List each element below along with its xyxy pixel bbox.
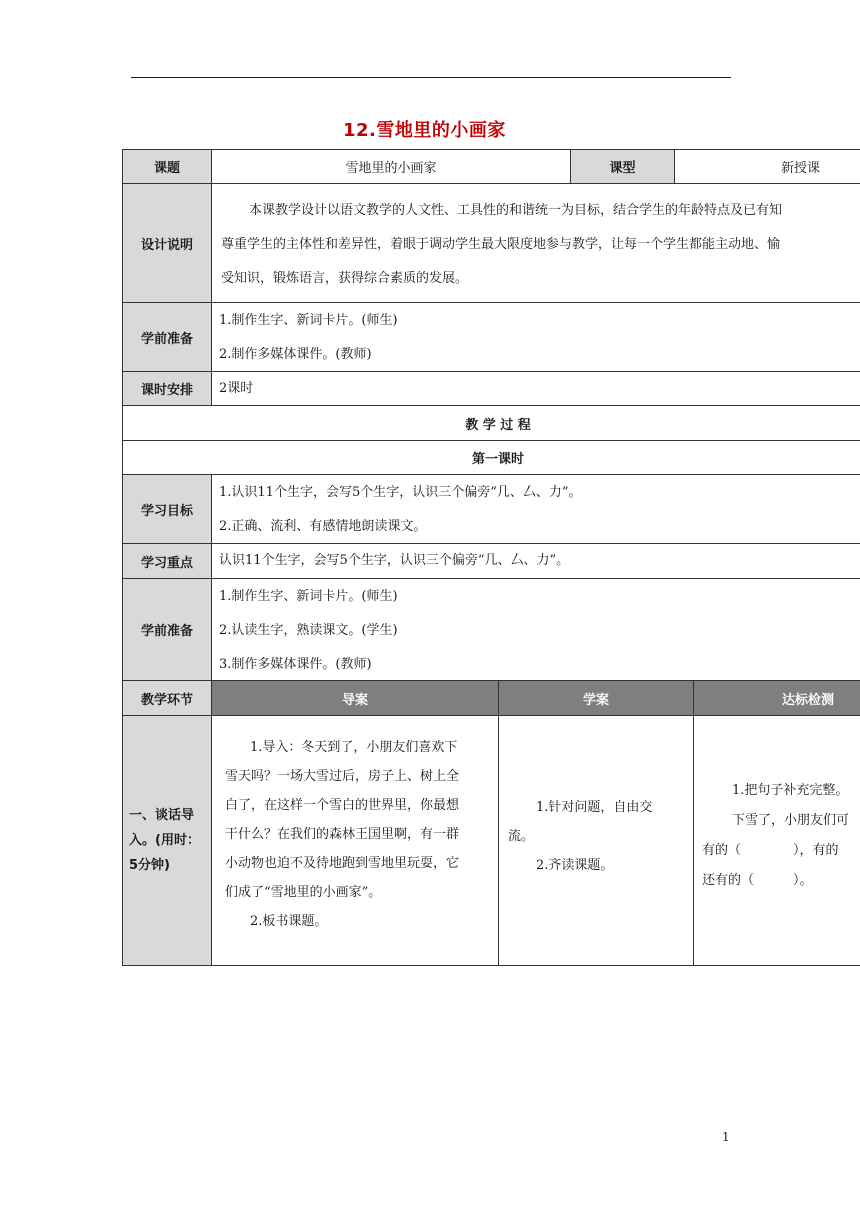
header-rule — [131, 77, 731, 78]
list-item: 2.制作多媒体课件。(教师) — [219, 347, 372, 362]
design-line: 受知识，锻炼语言，获得综合素质的发展。 — [221, 271, 469, 286]
stage1-label-line: 5分钟) — [129, 858, 170, 873]
stage1-label-line: 一、谈话导 — [129, 808, 195, 823]
check-line: 1.把句子补充完整。 — [732, 783, 849, 798]
check-line: 下雪了，小朋友们可 — [732, 813, 850, 828]
study-column-header: 学案 — [498, 680, 694, 716]
schedule-value: 2课时 — [211, 371, 860, 406]
prep2-list — [211, 578, 860, 681]
design-text — [211, 183, 860, 303]
stage1-check — [693, 715, 860, 966]
list-item: 1.制作生字、新词卡片。(师生) — [219, 589, 398, 604]
type-value: 新授课 — [674, 149, 860, 184]
focus-label: 学习重点 — [122, 543, 212, 579]
design-label: 设计说明 — [122, 183, 212, 303]
guide-line: 雪天吗？一场大雪过后，房子上、树上全 — [225, 769, 460, 784]
stage-column-header: 教学环节 — [122, 680, 212, 716]
prep2-label: 学前准备 — [122, 578, 212, 681]
check-column-header: 达标检测 — [693, 680, 860, 716]
topic-label: 课题 — [122, 149, 212, 184]
check-line: 有的（ ），有的 — [702, 843, 839, 858]
study-line: 流。 — [508, 829, 535, 844]
type-label: 课型 — [570, 149, 675, 184]
stage1-label-line: 入。(用时： — [129, 833, 200, 848]
guide-line: 1.导入：冬天到了，小朋友们喜欢下 — [250, 740, 458, 755]
guide-line: 2.板书课题。 — [250, 914, 328, 929]
guide-line: 白了，在这样一个雪白的世界里，你最想 — [225, 798, 460, 813]
page-title: 12.雪地里的小画家 — [343, 120, 506, 141]
guide-line: 们成了“雪地里的小画家”。 — [225, 885, 382, 900]
page-number: 1 — [722, 1130, 730, 1144]
study-line: 1.针对问题，自由交 — [536, 800, 653, 815]
focus-value: 认识11个生字，会写5个生字，认识三个偏旁“几、厶、力”。 — [211, 543, 860, 579]
prep-list — [211, 302, 860, 372]
goals-list — [211, 474, 860, 544]
list-item: 3.制作多媒体课件。(教师) — [219, 657, 372, 672]
list-item: 2.正确、流利、有感情地朗读课文。 — [219, 519, 427, 534]
guide-column-header: 导案 — [211, 680, 499, 716]
guide-line: 干什么？在我们的森林王国里啊，有一群 — [225, 827, 460, 842]
stage1-label — [122, 715, 212, 966]
list-item: 1.认识11个生字，会写5个生字，认识三个偏旁“几、厶、力”。 — [219, 485, 582, 500]
study-line: 2.齐读课题。 — [536, 858, 614, 873]
design-line: 本课教学设计以语文教学的人文性、工具性的和谐统一为目标，结合学生的年龄特点及已有知 — [249, 203, 783, 218]
topic-value: 雪地里的小画家 — [211, 149, 571, 184]
goals-label: 学习目标 — [122, 474, 212, 544]
check-line: 还有的（ ）。 — [702, 873, 813, 888]
stage1-guide — [211, 715, 499, 966]
schedule-label: 课时安排 — [122, 371, 212, 406]
period-header: 第一课时 — [122, 440, 860, 475]
list-item: 1.制作生字、新词卡片。(师生) — [219, 313, 398, 328]
stage1-study — [498, 715, 694, 966]
list-item: 2.认读生字，熟读课文。(学生) — [219, 623, 398, 638]
guide-line: 小动物也迫不及待地跑到雪地里玩耍，它 — [225, 856, 460, 871]
design-line: 尊重学生的主体性和差异性，着眼于调动学生最大限度地参与教学，让每一个学生都能主动地、愉 — [221, 237, 781, 252]
prep-label: 学前准备 — [122, 302, 212, 372]
process-header: 教 学 过 程 — [122, 405, 860, 441]
